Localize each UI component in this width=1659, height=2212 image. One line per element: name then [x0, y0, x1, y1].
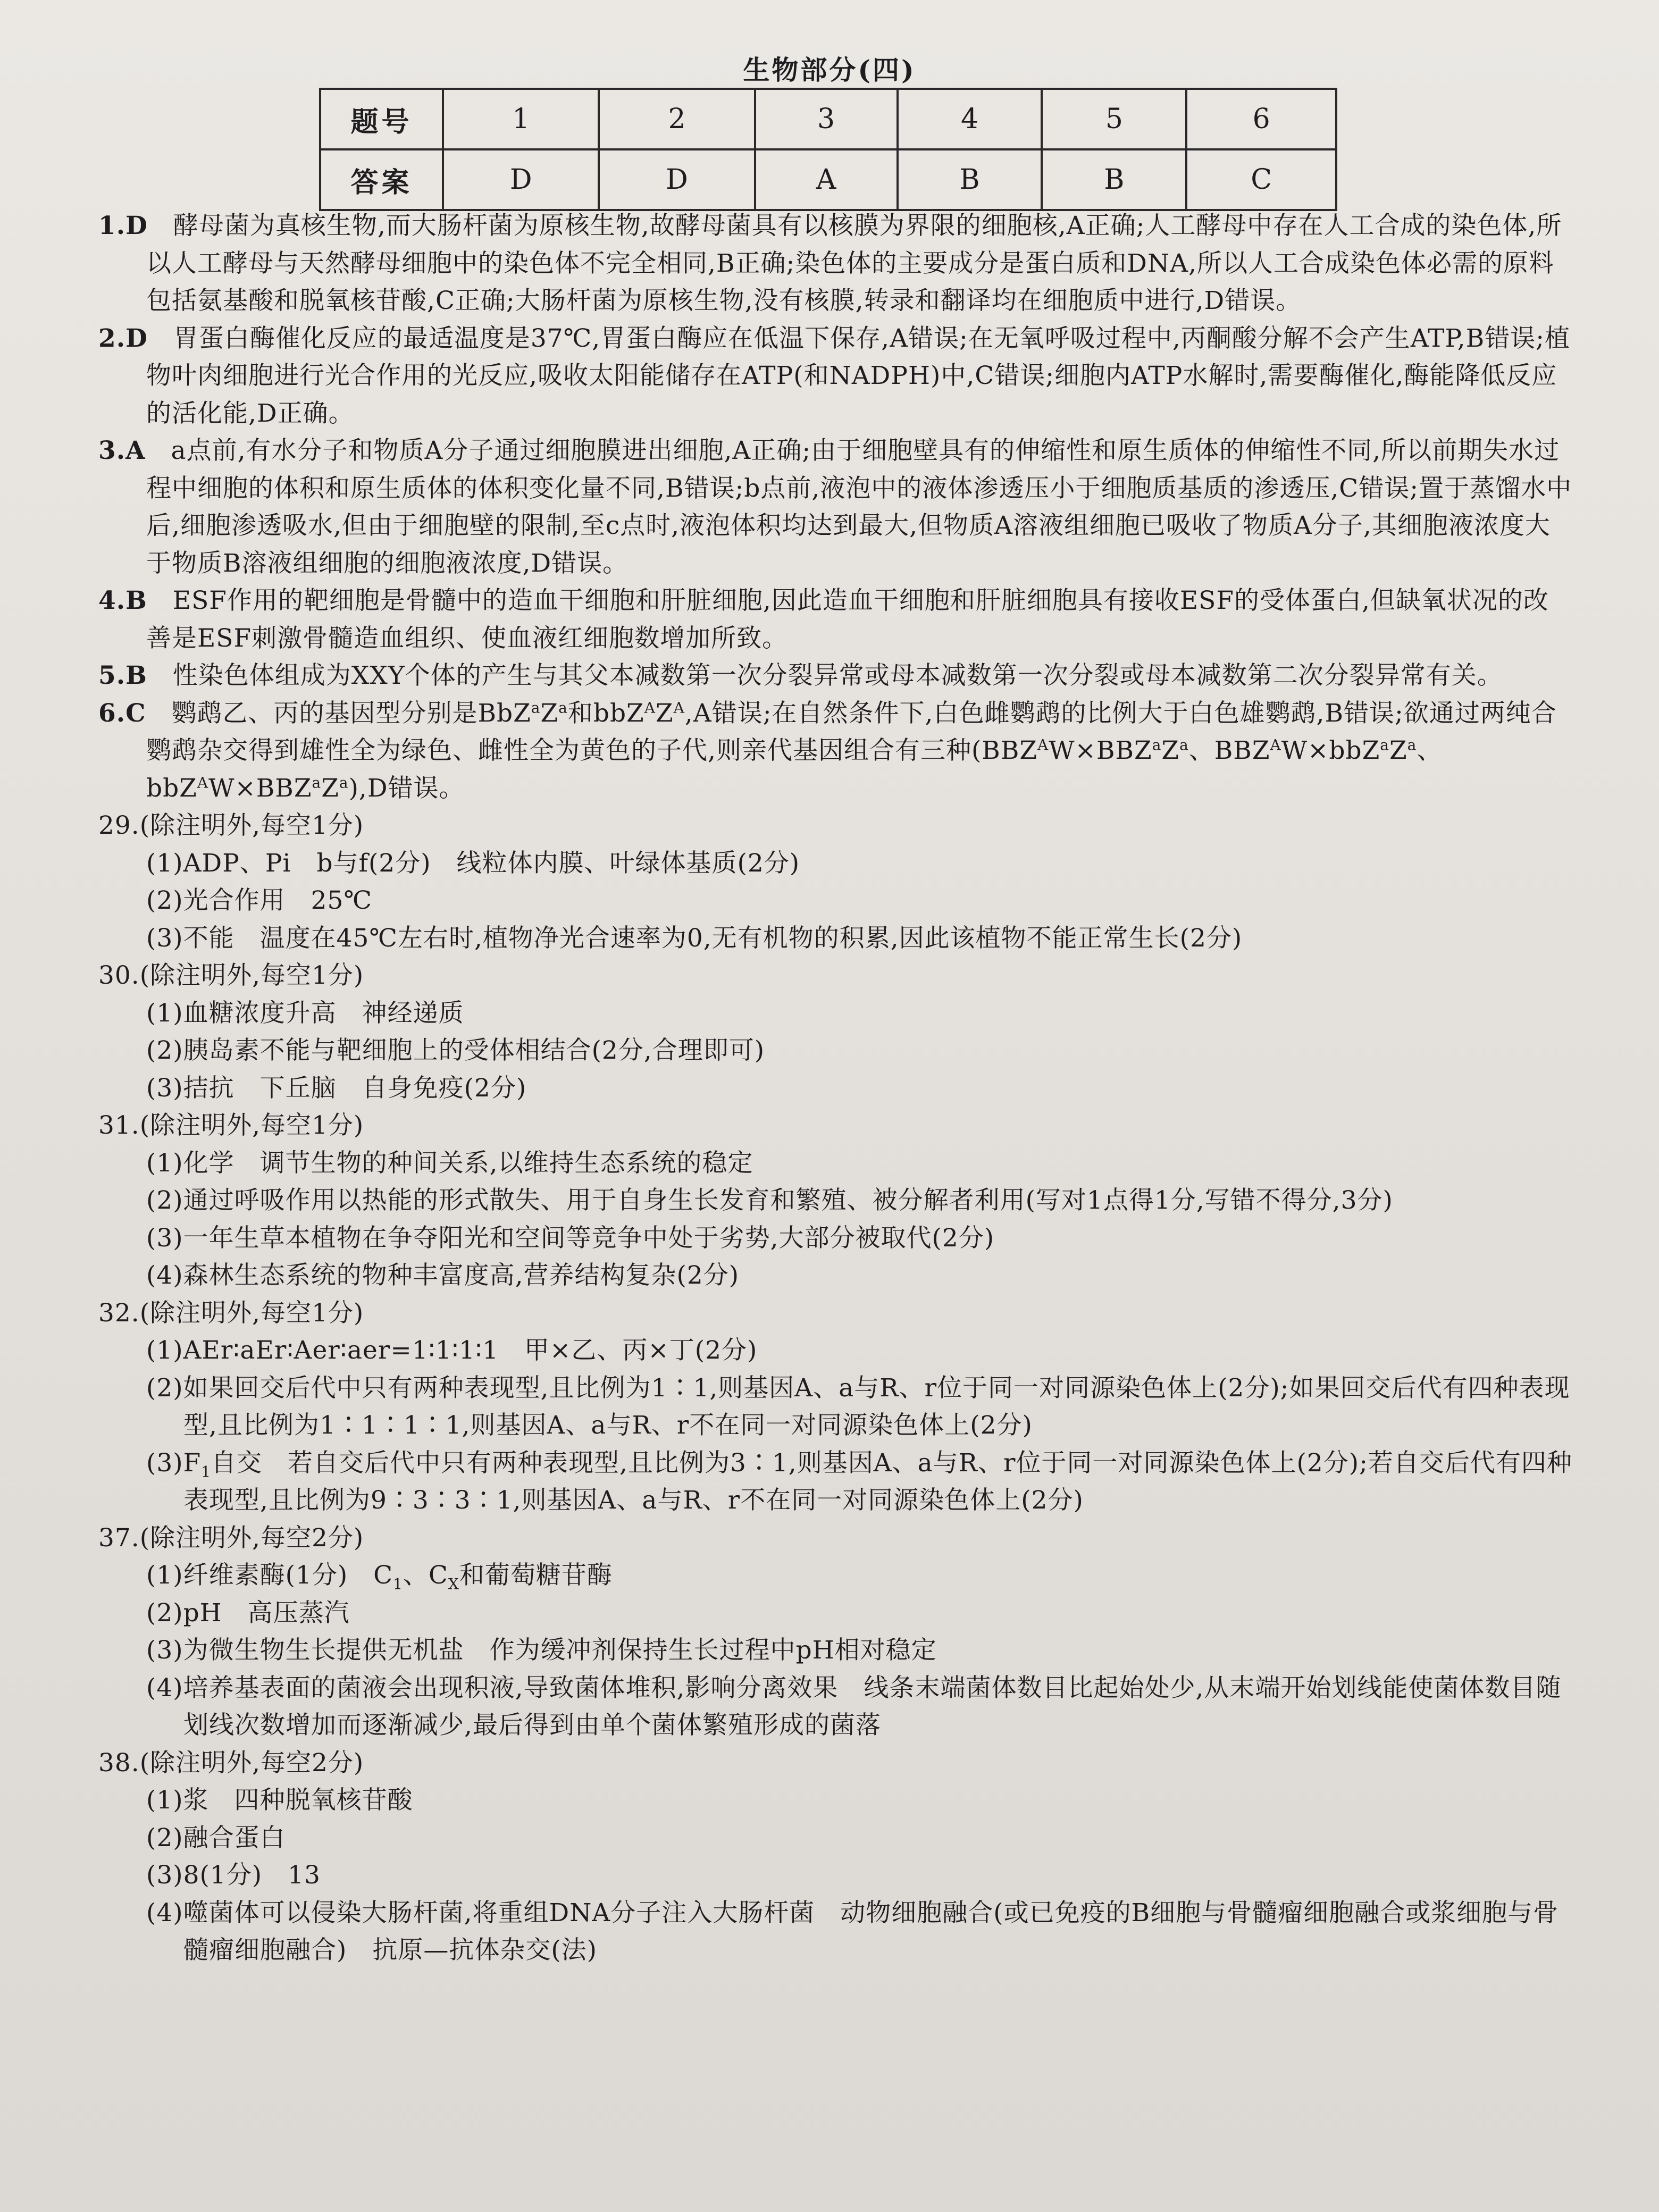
- choice-explanation: [98, 657, 1574, 695]
- question-30-header: 30.(除注明外,每空1分): [98, 961, 364, 990]
- line-text: (1)纤维素酶(1分) C: [146, 1561, 393, 1590]
- answer-explanations: [98, 207, 1574, 1970]
- answer-cell: A: [755, 149, 898, 210]
- answer-line: (3)不能 温度在45℃左右时,植物净光合速率为0,无有机物的积累,因此该植物不能正常生长(2分): [146, 923, 1243, 953]
- answer-line: (1)ADP、Pi b与f(2分) 线粒体内膜、叶绿体基质(2分): [146, 848, 800, 878]
- genotype-combinations: $BBZ^AW\times BBZ^aZ^a$、$BBZ^AW\times bbZ^aZ^a$、$bbZ^AW\times BBZ^aZ^a$: [146, 736, 1443, 803]
- answer-line: (3)8(1分) 13: [146, 1861, 321, 1890]
- answer-line: (4)培养基表面的菌液会出现积液,导致菌体堆积,影响分离效果 线条末端菌体数目比起始处少,从末端开始划线能使菌体数目随划线次数增加而逐渐减少,最后得到由单个菌体繁殖形成的菌落: [146, 1673, 1562, 1740]
- genotype: [477, 699, 567, 728]
- item-text: 鹦鹉乙、丙的基因型分别是: [171, 698, 478, 728]
- answer-cell: B: [898, 149, 1042, 210]
- question-38-header: 38.(除注明外,每空2分): [98, 1748, 364, 1778]
- answer-line: (2)通过呼吸作用以热能的形式散失、用于自身生长发育和繁殖、被分解者利用(写对1点得1分,写错不得分,3分): [146, 1186, 1393, 1215]
- allele-sup: a: [1152, 736, 1162, 754]
- allele-sup: a: [312, 773, 322, 791]
- question-number-cell: 2: [599, 89, 755, 149]
- allele-sup: a: [339, 773, 349, 791]
- answer-table-number-row: [320, 89, 1336, 149]
- genotype-base: BbZ: [477, 698, 531, 728]
- choice-explanation: [98, 432, 1574, 582]
- line-text: 自交 若自交后代中只有两种表现型,且比例为3∶1,则基因A、a与R、r位于同一对同源染色体上(2分);若自交后代有四种表现型,且比例为9∶3∶3∶1,则基因A、a与R、r不在同一对同源染色体上(2分): [183, 1448, 1572, 1515]
- question-29-header: 29.(除注明外,每空1分): [98, 811, 364, 840]
- question-number-cell: 1: [443, 89, 599, 149]
- answer-table-answer-row: [320, 149, 1336, 210]
- answer-line: (3)为微生物生长提供无机盐 作为缓冲剂保持生长过程中pH相对稳定: [146, 1636, 937, 1665]
- item-text: 和: [567, 698, 593, 728]
- row-label-question-number: 题号: [320, 89, 443, 149]
- answer-line: (1)浆 四种脱氧核苷酸: [146, 1786, 413, 1815]
- subscript: 1: [201, 1462, 212, 1480]
- item-text: 胃蛋白酶催化反应的最适温度是37℃,胃蛋白酶应在低温下保存,A错误;在无氧呼吸过程中,丙酮酸分解不会产生ATP,B错误;植物叶肉细胞进行光合作用的光反应,吸收太阳能储存在ATP(和NADPH)中,C错误;细胞内ATP水解时,需要酶催化,酶能降低反应的活化能,D正确。: [146, 323, 1570, 428]
- question-number-cell: 5: [1042, 89, 1186, 149]
- item-text: 酵母菌为真核生物,而大肠杆菌为原核生物,故酵母菌具有以核膜为界限的细胞核,A正确;人工酵母中存在人工合成的染色体,所以人工酵母与天然酵母细胞中的染色体不完全相同,B正确;染色体的主要成分是蛋白质和DNA,所以人工合成染色体必需的原料包括氨基酸和脱氧核苷酸,C正确;大肠杆菌为原核生物,没有核膜,转录和翻译均在细胞质中进行,D错误。: [146, 211, 1562, 315]
- subscript: 1: [393, 1575, 403, 1593]
- item-number: 3.A: [98, 436, 146, 465]
- allele-sup: A: [673, 698, 685, 716]
- item-text: 性染色体组成为XXY个体的产生与其父本减数第一次分裂异常或母本减数第一次分裂或母本减数第二次分裂异常有关。: [172, 661, 1503, 690]
- subscript: X: [448, 1575, 459, 1593]
- item-number: 2.D: [98, 323, 148, 353]
- answer-line: (1)化学 调节生物的种间关系,以维持生态系统的稳定: [146, 1148, 753, 1178]
- choice-explanation: [98, 695, 1574, 808]
- line-text: 和葡萄糖苷酶: [459, 1561, 613, 1590]
- question-number-cell: 6: [1186, 89, 1336, 149]
- allele-sup: a: [1380, 736, 1389, 754]
- allele-sup: a: [531, 698, 541, 716]
- question-31-header: 31.(除注明外,每空1分): [98, 1111, 364, 1140]
- answer-table: [319, 88, 1337, 211]
- item-text: a点前,有水分子和物质A分子通过细胞膜进出细胞,A正确;由于细胞壁具有的伸缩性和原生质体的伸缩性不同,所以前期失水过程中细胞的体积和原生质体的体积变化量不同,B错误;b点前,液泡中的液体渗透压小于细胞质基质的渗透压,C错误;置于蒸馏水中后,细胞渗透吸水,但由于细胞壁的限制,至c点时,液泡体积均达到最大,但物质A溶液组细胞已吸收了物质A分子,其细胞液浓度大于物质B溶液组细胞的细胞液浓度,D错误。: [146, 436, 1572, 578]
- answer-cell: C: [1186, 149, 1336, 210]
- genotype-base: Z: [655, 698, 674, 728]
- answer-line: [98, 1445, 1574, 1520]
- answer-line: (4)噬菌体可以侵染大肠杆菌,将重组DNA分子注入大肠杆菌 动物细胞融合(或已免疫的B细胞与骨髓瘤细胞融合或浆细胞与骨髓瘤细胞融合) 抗原—抗体杂交(法): [146, 1898, 1559, 1965]
- question-number-cell: 4: [898, 89, 1042, 149]
- item-text: ESF作用的靶细胞是骨髓中的造血干细胞和肝脏细胞,因此造血干细胞和肝脏细胞具有接收ESF的受体蛋白,但缺氧状况的改善是ESF刺激骨髓造血组织、使血液红细胞数增加所致。: [146, 586, 1549, 653]
- answer-cell: D: [443, 149, 599, 210]
- choice-explanation: [98, 320, 1574, 433]
- item-number: 5.B: [98, 661, 147, 690]
- line-text: (3)F: [146, 1448, 202, 1478]
- allele-sup: a: [558, 698, 568, 716]
- answer-line: (1)血糖浓度升高 神经递质: [146, 998, 464, 1028]
- answer-line: (1)AEr∶aEr∶Aer∶aer=1∶1∶1∶1 甲×乙、丙×丁(2分): [146, 1336, 758, 1365]
- allele-sup: A: [644, 698, 656, 716]
- question-number-cell: 3: [755, 89, 898, 149]
- choice-explanation: [98, 582, 1574, 657]
- allele-sup: a: [1179, 736, 1189, 754]
- item-number: 1.D: [98, 211, 148, 240]
- genotype: [593, 699, 685, 728]
- item-text: ),D错误。: [348, 773, 465, 803]
- item-text: ,A错误;在自然条件下,白色雌鹦鹉的比例大于白色雄鹦鹉,B错误;欲通过两纯合鹦鹉杂交得到雄性全为绿色、雌性全为黄色的子代,则亲代基因组合有三种(: [146, 698, 1557, 765]
- answer-cell: D: [599, 149, 755, 210]
- line-text: 、C: [403, 1561, 448, 1590]
- answer-line: (2)光合作用 25℃: [146, 886, 372, 915]
- choice-explanation: [98, 207, 1574, 320]
- answer-line: (2)如果回交后代中只有两种表现型,且比例为1∶1,则基因A、a与R、r位于同一对同源染色体上(2分);如果回交后代有四种表现型,且比例为1∶1∶1∶1,则基因A、a与R、r不在同一对同源染色体上(2分): [146, 1373, 1570, 1440]
- allele-sup: A: [1037, 736, 1049, 754]
- answer-line: (2)pH 高压蒸汽: [146, 1598, 350, 1628]
- answer-cell: B: [1042, 149, 1186, 210]
- genotype-base: bbZ: [593, 698, 644, 728]
- row-label-answer: 答案: [320, 149, 443, 210]
- allele-sup: a: [1407, 736, 1417, 754]
- question-32-header: 32.(除注明外,每空1分): [98, 1298, 364, 1328]
- answer-line: (2)胰岛素不能与靶细胞上的受体相结合(2分,合理即可): [146, 1036, 765, 1065]
- allele-sup: A: [197, 773, 209, 791]
- item-number: 4.B: [98, 586, 147, 615]
- question-37-header: 37.(除注明外,每空2分): [98, 1523, 364, 1553]
- allele-sup: A: [1270, 736, 1281, 754]
- section-title: 生物部分(四): [743, 54, 916, 86]
- genotype-base: Z: [540, 698, 559, 728]
- item-number: 6.C: [98, 698, 146, 728]
- answer-line: (2)融合蛋白: [146, 1823, 286, 1853]
- answer-line: (3)一年生草本植物在争夺阳光和空间等竞争中处于劣势,大部分被取代(2分): [146, 1223, 995, 1253]
- answer-line: (4)森林生态系统的物种丰富度高,营养结构复杂(2分): [146, 1261, 740, 1290]
- answer-line: (3)拮抗 下丘脑 自身免疫(2分): [146, 1073, 527, 1103]
- answer-line: [98, 1557, 1574, 1595]
